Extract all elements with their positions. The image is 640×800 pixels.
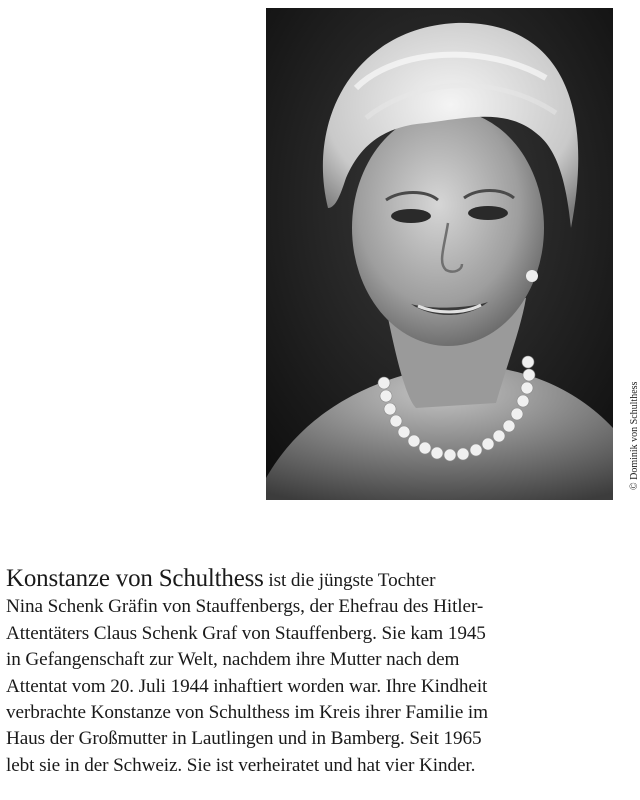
author-biography	[6, 566, 631, 779]
bio-line-5: Attentat vom 20. Juli 1944 inhaftiert worden war. Ihre Kindheit	[6, 675, 488, 697]
portrait-illustration	[266, 8, 613, 500]
bio-line-7: Haus der Großmutter in Lautlingen und in Bamberg. Seit 1965	[6, 728, 482, 750]
bio-line-1	[6, 566, 631, 594]
author-name: Konstanze von Schulthess	[6, 565, 264, 592]
photo-credit	[617, 330, 640, 490]
bio-line-4: in Gefangenschaft zur Welt, nachdem ihre Mutter nach dem	[6, 649, 460, 671]
photo-credit-text: © Dominik von Schulthess	[629, 381, 640, 490]
bio-line-1-rest: ist die jüngste Tochter	[263, 570, 436, 591]
author-portrait	[266, 8, 613, 500]
bio-line-6: verbrachte Konstanze von Schulthess im Kreis ihrer Familie im	[6, 702, 488, 724]
bio-line-3: Attentäters Claus Schenk Graf von Stauffenberg. Sie kam 1945	[6, 622, 486, 644]
bio-line-8: lebt sie in der Schweiz. Sie ist verheiratet und hat vier Kinder.	[6, 754, 476, 776]
bio-line-2: Nina Schenk Gräfin von Stauffenbergs, der Ehefrau des Hitler-	[6, 596, 484, 618]
